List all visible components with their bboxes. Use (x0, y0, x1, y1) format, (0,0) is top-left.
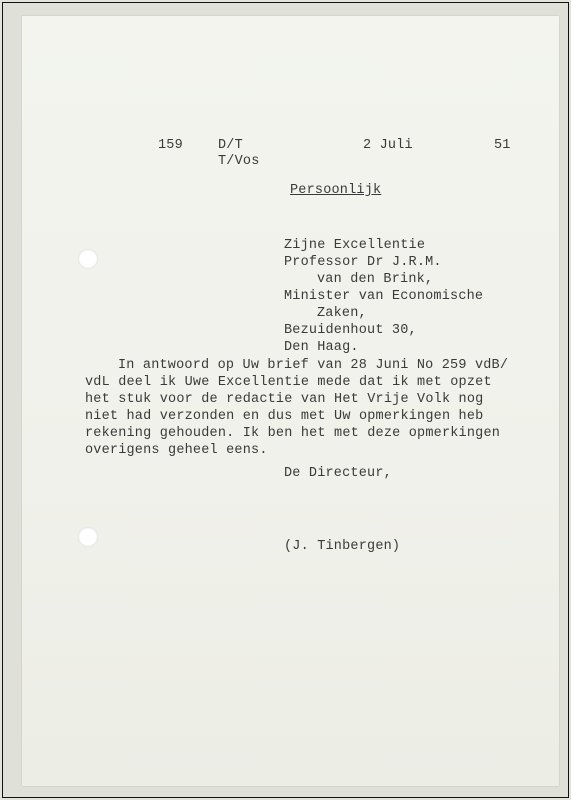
body-line: overigens geheel eens. (85, 443, 268, 458)
body-line: In antwoord op Uw brief van 28 Juni No 259 vdB/ (118, 358, 509, 373)
letter-date: 2 Juli (363, 138, 413, 153)
address-line: Minister van Economische (284, 289, 484, 304)
address-line: Zijne Excellentie (284, 238, 426, 253)
body-line: vdL deel ik Uwe Excellentie mede dat ik met opzet (85, 375, 492, 390)
typist-initials: T/Vos (218, 154, 260, 169)
letter-year: 51 (494, 138, 511, 153)
signature-name: (J. Tinbergen) (284, 539, 401, 554)
closing-title: De Directeur, (284, 466, 392, 481)
personal-marking: Persoonlijk (290, 183, 382, 198)
punch-hole-top (78, 249, 98, 269)
address-line: Zaken, (317, 306, 367, 321)
reference-code: D/T (218, 138, 243, 153)
body-line: het stuk voor de redactie van Het Vrije Volk nog (85, 392, 484, 407)
body-line: niet had verzonden en dus met Uw opmerkingen heb (85, 409, 484, 424)
punch-hole-bottom (78, 527, 98, 547)
letter-number: 159 (158, 138, 183, 153)
address-line: Bezuidenhout 30, (284, 323, 417, 338)
address-line: van den Brink, (317, 272, 434, 287)
body-line: rekening gehouden. Ik ben het met deze opmerkingen (85, 426, 501, 441)
address-line: Den Haag. (284, 340, 359, 355)
address-line: Professor Dr J.R.M. (284, 255, 442, 270)
